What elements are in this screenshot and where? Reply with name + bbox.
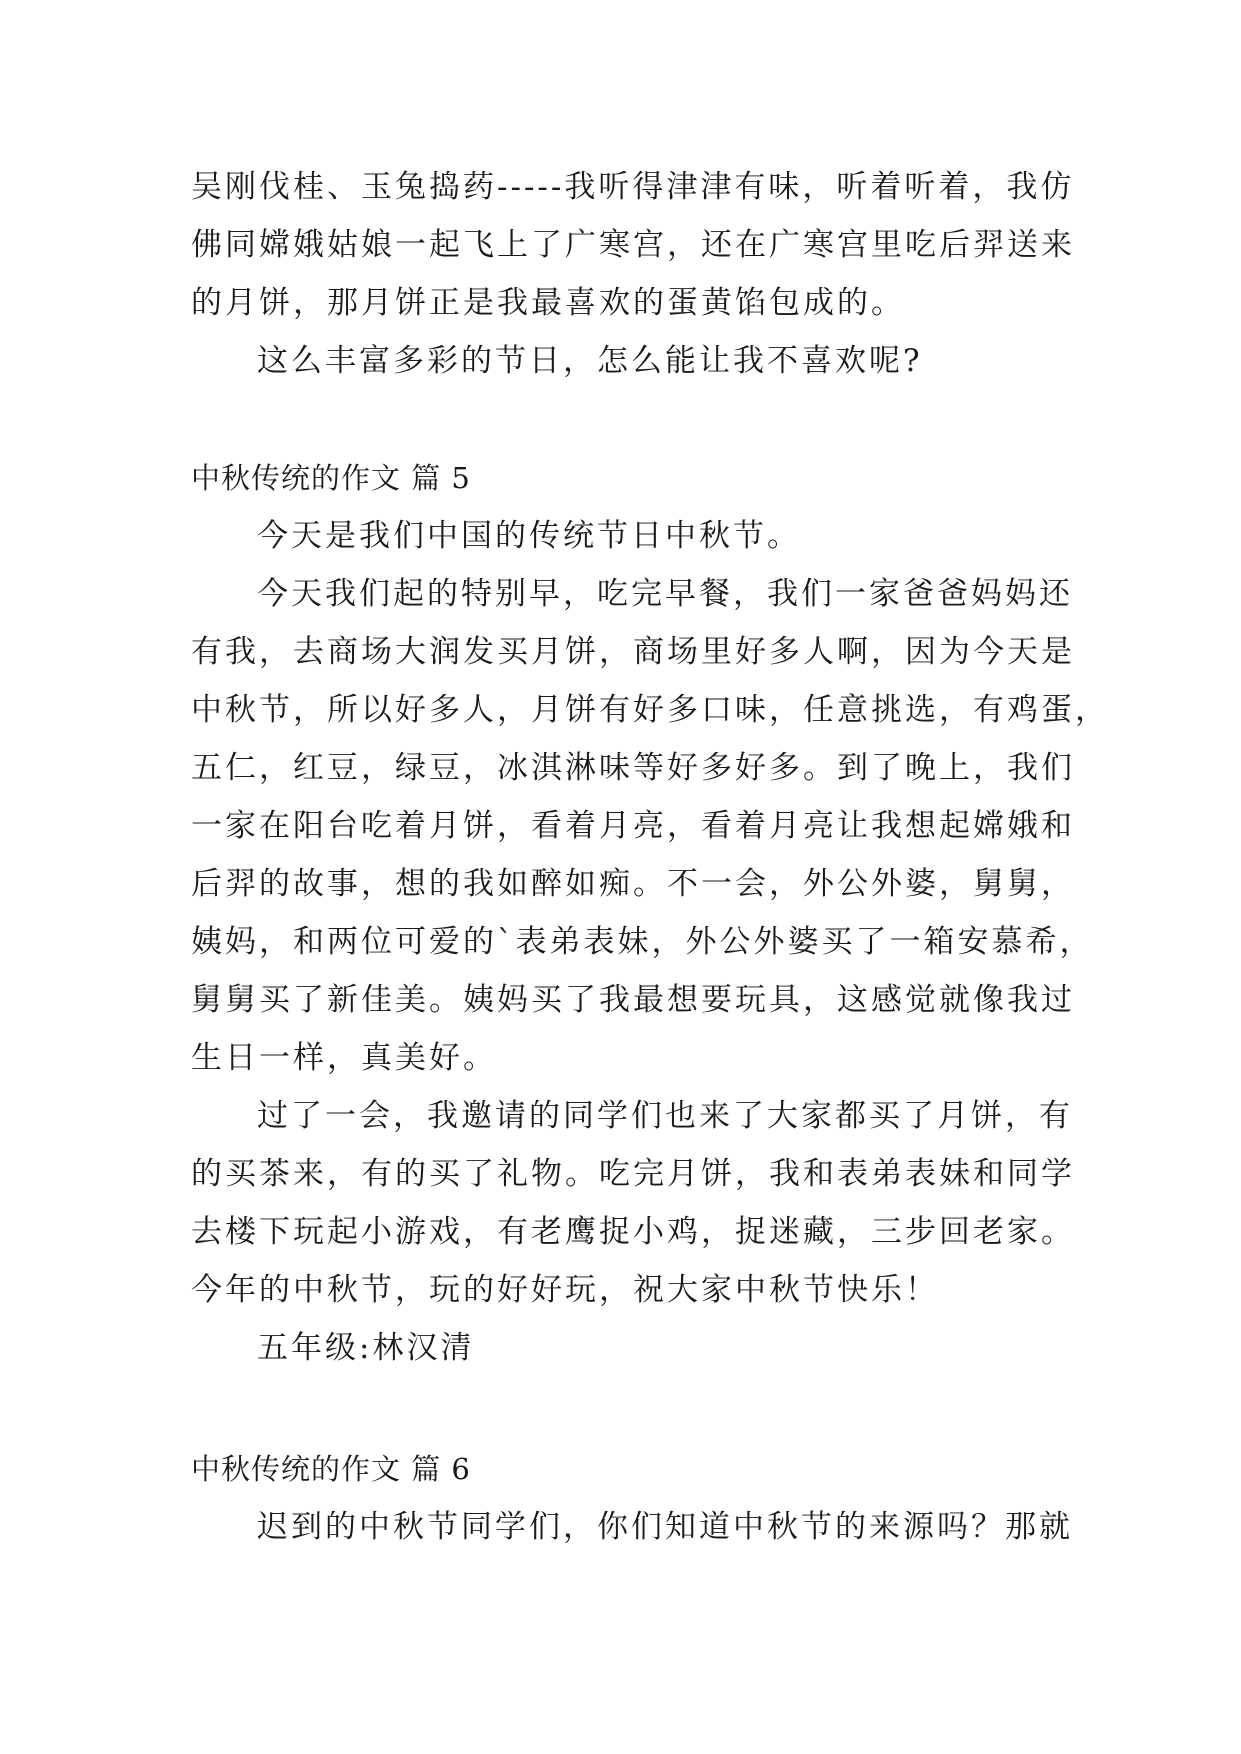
section-heading: 中秋传统的作文 篇 6 — [191, 1452, 471, 1486]
section-5 — [191, 449, 1109, 1377]
section-heading: 中秋传统的作文 篇 5 — [191, 461, 471, 495]
text-line: 一家在阳台吃着月饼，看着月亮，看着月亮让我想起嫦娥和 — [191, 808, 1075, 844]
section-gap — [191, 390, 1051, 449]
text-line: 生日一样，真美好。 — [191, 1040, 497, 1076]
text-line: 佛同嫦娥姑娘一起飞上了广寒宫，还在广寒宫里吃后羿送来 — [191, 227, 1075, 263]
text-line: 今天是我们中国的传统节日中秋节。 — [257, 518, 801, 554]
text-line: 的买茶来，有的买了礼物。吃完月饼，我和表弟表妹和同学 — [191, 1156, 1075, 1192]
text-line: 姨妈，和两位可爱的`表弟表妹，外公外婆买了一箱安慕希， — [191, 924, 1094, 960]
text-line: 过了一会，我邀请的同学们也来了大家都买了月饼，有 — [257, 1098, 1073, 1134]
text-line: 有我，去商场大润发买月饼，商场里好多人啊，因为今天是 — [191, 634, 1075, 670]
section-gap — [191, 1377, 1051, 1440]
document-page — [191, 158, 1109, 1556]
text-line: 后羿的故事，想的我如醉如痴。不一会，外公外婆，舅舅， — [191, 866, 1075, 902]
text-line: 舅舅买了新佳美。姨妈买了我最想要玩具，这感觉就像我过 — [191, 982, 1075, 1018]
text-line: 吴刚伐桂、玉兔捣药-----我听得津津有味，听着听着，我仿 — [191, 169, 1075, 205]
section-6 — [191, 1440, 1073, 1556]
text-line: 今天我们起的特别早，吃完早餐，我们一家爸爸妈妈还 — [257, 576, 1073, 612]
text-line: 迟到的中秋节同学们，你们知道中秋节的来源吗？那就 — [257, 1509, 1073, 1545]
text-line: 中秋节，所以好多人，月饼有好多口味，任意挑选，有鸡蛋， — [191, 692, 1109, 728]
text-line: 去楼下玩起小游戏，有老鹰捉小鸡，捉迷藏，三步回老家。 — [191, 1214, 1075, 1250]
text-line: 五仁，红豆，绿豆，冰淇淋味等好多好多。到了晚上，我们 — [191, 750, 1075, 786]
paragraph-story-end — [191, 158, 1075, 332]
text-line: 的月饼，那月饼正是我最喜欢的蛋黄馅包成的。 — [191, 285, 905, 321]
text-line: 这么丰富多彩的节日，怎么能让我不喜欢呢? — [257, 343, 923, 379]
text-line: 今年的中秋节，玩的好好玩，祝大家中秋节快乐！ — [191, 1272, 939, 1308]
author-line: 五年级:林汉清 — [257, 1330, 475, 1366]
paragraph-closing — [191, 332, 1051, 390]
